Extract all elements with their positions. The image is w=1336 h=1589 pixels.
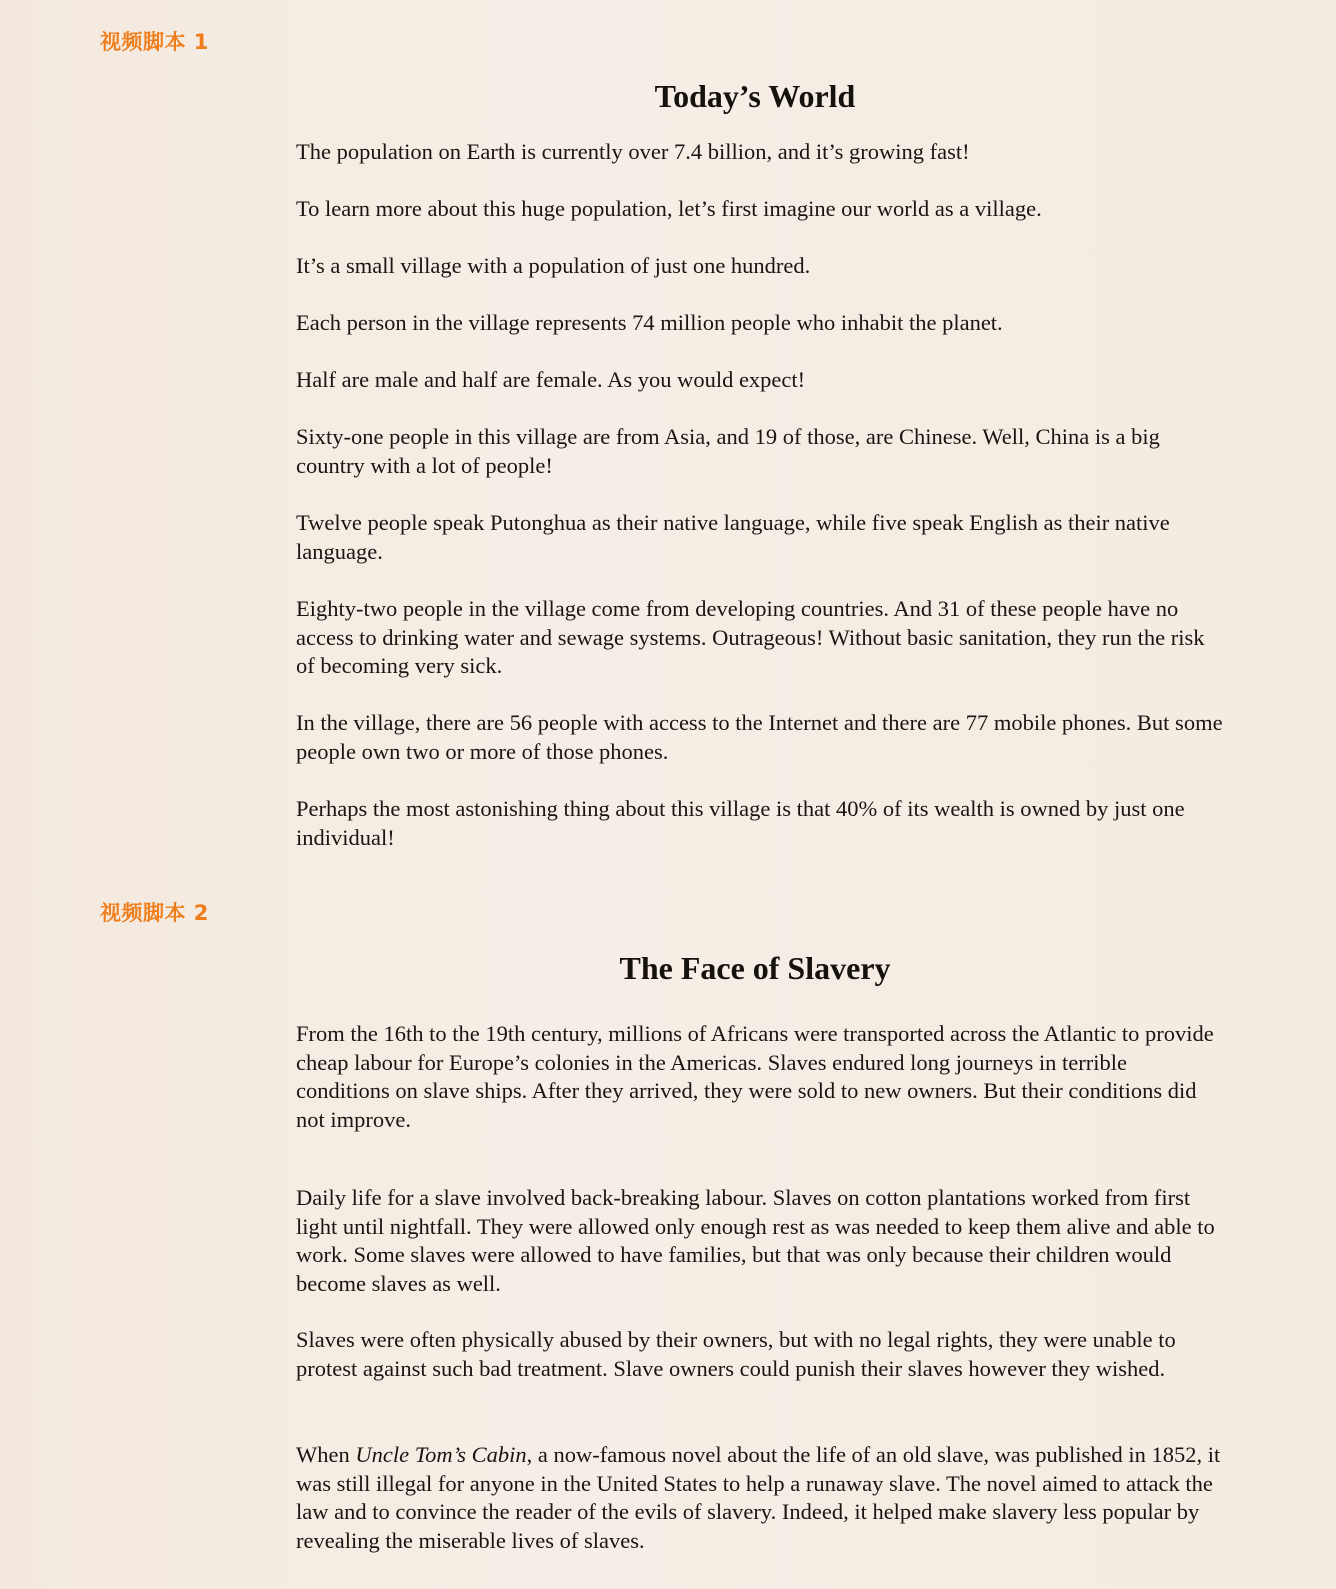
paragraph-uncle-toms-cabin bbox=[296, 1441, 1226, 1555]
paragraph: Eighty-two people in the village come from developing countries. And 31 of these people have no access to drinking water and sewage systems. Outrageous! Without basic sanitation, they run the risk of becoming very sick. bbox=[296, 596, 1205, 678]
paragraph: From the 16th to the 19th century, millions of Africans were transported across the Atlantic to provide cheap labour for Europe’s colonies in the Americas. Slaves endured long journeys in terrible conditions on slave ships. After they arrived, they were sold to new owners. But their conditions did not improve. bbox=[296, 1021, 1214, 1132]
video-script-label-2: 视频脚本 2 bbox=[100, 901, 209, 925]
paragraph: The population on Earth is currently over 7.4 billion, and it’s growing fast! bbox=[296, 139, 970, 164]
paragraph: Perhaps the most astonishing thing about this village is that 40% of its wealth is owned by just one individual! bbox=[296, 796, 1185, 850]
paragraph: Slaves were often physically abused by their owners, but with no legal rights, they were unable to protest against such bad treatment. Slave owners could punish their slaves however they wished. bbox=[296, 1327, 1176, 1381]
text-rest: , a now-famous novel about the life of an old slave, was published in 1852, it was still illegal for anyone in the United States to help a runaway slave. The novel aimed to attack the law and to convince the reader of the evils of slavery. Indeed, it helped make slavery less popular by revealing the miserable lives of slaves. bbox=[296, 1442, 1221, 1553]
text-lead: When bbox=[296, 1442, 356, 1467]
paragraph: To learn more about this huge population, let’s first imagine our world as a village. bbox=[296, 196, 1042, 221]
section-title-todays-world: Today’s World bbox=[654, 78, 856, 114]
book-title: Uncle Tom’s Cabin bbox=[355, 1442, 527, 1467]
paragraph: In the village, there are 56 people with access to the Internet and there are 77 mobile phones. But some people own two or more of those phones. bbox=[296, 710, 1223, 764]
paragraph: Each person in the village represents 74 million people who inhabit the planet. bbox=[296, 310, 1003, 335]
video-script-label-1: 视频脚本 1 bbox=[100, 30, 209, 54]
paragraph: Sixty-one people in this village are from Asia, and 19 of those, are Chinese. Well, China is a big country with a lot of people! bbox=[296, 424, 1160, 478]
paragraph: Daily life for a slave involved back-breaking labour. Slaves on cotton plantations worked from first light until nightfall. They were allowed only enough rest as was needed to keep them alive and able to work. Some slaves were allowed to have families, but that was only because their children would become slaves as well. bbox=[296, 1185, 1215, 1296]
paragraph: Twelve people speak Putonghua as their native language, while five speak English as their native language. bbox=[296, 510, 1170, 564]
section-title-face-of-slavery: The Face of Slavery bbox=[619, 950, 891, 986]
paragraph: Half are male and half are female. As you would expect! bbox=[296, 367, 806, 392]
paragraph: It’s a small village with a population of just one hundred. bbox=[296, 253, 811, 278]
